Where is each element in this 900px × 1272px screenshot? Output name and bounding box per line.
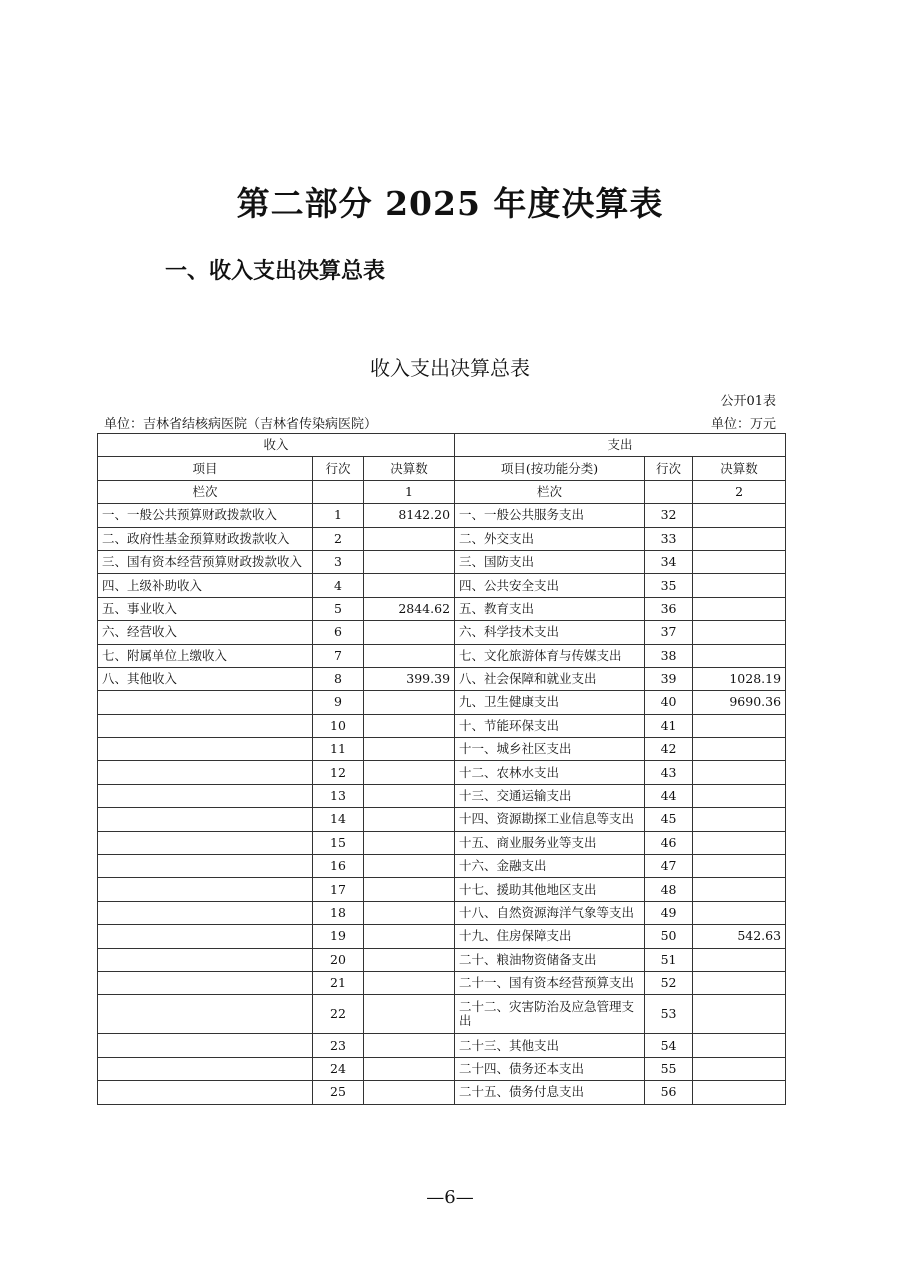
table-row bbox=[98, 1081, 786, 1104]
expense-amount-cell bbox=[693, 504, 786, 527]
expense-rowno-cell: 49 bbox=[645, 901, 693, 924]
income-rowno-cell: 16 bbox=[313, 855, 364, 878]
expense-item-cell: 十六、金融支出 bbox=[455, 855, 645, 878]
income-amount-cell bbox=[364, 1081, 455, 1104]
expense-rowno-cell: 35 bbox=[645, 574, 693, 597]
expense-item-cell: 六、科学技术支出 bbox=[455, 621, 645, 644]
expense-rowno-cell: 52 bbox=[645, 971, 693, 994]
expense-item-cell: 二十、粮油物资储备支出 bbox=[455, 948, 645, 971]
expense-item-cell: 十四、资源勘探工业信息等支出 bbox=[455, 808, 645, 831]
expense-rowno-cell: 48 bbox=[645, 878, 693, 901]
expense-rowno-cell: 47 bbox=[645, 855, 693, 878]
income-amount-cell bbox=[364, 644, 455, 667]
empty-cell bbox=[313, 480, 364, 503]
expense-amount-cell: 542.63 bbox=[693, 925, 786, 948]
expense-item-cell: 二十五、债务付息支出 bbox=[455, 1081, 645, 1104]
expense-amount-cell bbox=[693, 948, 786, 971]
income-rowno-cell: 19 bbox=[313, 925, 364, 948]
income-rowno-cell: 7 bbox=[313, 644, 364, 667]
expense-rowno-cell: 37 bbox=[645, 621, 693, 644]
table-row bbox=[98, 995, 786, 1034]
expense-amount-cell bbox=[693, 1081, 786, 1104]
expense-amount-cell bbox=[693, 1034, 786, 1057]
expense-item-cell: 七、文化旅游体育与传媒支出 bbox=[455, 644, 645, 667]
income-item-cell bbox=[98, 971, 313, 994]
income-rowno-cell: 3 bbox=[313, 550, 364, 573]
income-rowno-cell: 2 bbox=[313, 527, 364, 550]
expense-item-cell: 十五、商业服务业等支出 bbox=[455, 831, 645, 854]
table-row bbox=[98, 855, 786, 878]
table-row bbox=[98, 738, 786, 761]
income-amount-cell bbox=[364, 550, 455, 573]
table-header-row bbox=[98, 434, 786, 457]
column-header-row bbox=[98, 457, 786, 480]
income-item-cell bbox=[98, 738, 313, 761]
expense-item-cell: 二十三、其他支出 bbox=[455, 1034, 645, 1057]
expense-amount-cell bbox=[693, 714, 786, 737]
income-rowno-cell: 5 bbox=[313, 597, 364, 620]
income-rowno-header: 行次 bbox=[313, 457, 364, 480]
expense-rowno-cell: 34 bbox=[645, 550, 693, 573]
expense-amount-cell bbox=[693, 550, 786, 573]
income-rowno-cell: 21 bbox=[313, 971, 364, 994]
income-item-cell bbox=[98, 948, 313, 971]
income-rowno-cell: 25 bbox=[313, 1081, 364, 1104]
expense-item-cell: 三、国防支出 bbox=[455, 550, 645, 573]
table-row bbox=[98, 948, 786, 971]
income-item-cell bbox=[98, 901, 313, 924]
table-title: 收入支出决算总表 bbox=[370, 356, 530, 380]
income-amount-cell bbox=[364, 925, 455, 948]
income-rowno-cell: 6 bbox=[313, 621, 364, 644]
expense-rowno-cell: 41 bbox=[645, 714, 693, 737]
table-row bbox=[98, 808, 786, 831]
expense-amount-cell bbox=[693, 527, 786, 550]
table-row bbox=[98, 644, 786, 667]
income-item-cell bbox=[98, 995, 313, 1034]
income-amount-cell bbox=[364, 621, 455, 644]
income-amount-cell bbox=[364, 714, 455, 737]
expense-item-header: 项目(按功能分类) bbox=[455, 457, 645, 480]
income-item-cell bbox=[98, 714, 313, 737]
expense-item-cell: 十、节能环保支出 bbox=[455, 714, 645, 737]
income-amount-cell bbox=[364, 855, 455, 878]
income-amount-cell bbox=[364, 691, 455, 714]
expense-amount-cell bbox=[693, 901, 786, 924]
expense-amount-cell bbox=[693, 878, 786, 901]
income-item-cell bbox=[98, 1057, 313, 1080]
expense-item-cell: 八、社会保障和就业支出 bbox=[455, 667, 645, 690]
expense-item-cell: 十九、住房保障支出 bbox=[455, 925, 645, 948]
expense-rowno-cell: 45 bbox=[645, 808, 693, 831]
income-amount-cell bbox=[364, 1034, 455, 1057]
expense-item-cell: 十七、援助其他地区支出 bbox=[455, 878, 645, 901]
expense-item-cell: 十八、自然资源海洋气象等支出 bbox=[455, 901, 645, 924]
income-item-cell bbox=[98, 691, 313, 714]
income-item-cell: 五、事业收入 bbox=[98, 597, 313, 620]
expense-rowno-cell: 51 bbox=[645, 948, 693, 971]
expense-header: 支出 bbox=[455, 434, 786, 457]
table-row bbox=[98, 901, 786, 924]
table-row bbox=[98, 504, 786, 527]
income-amount-cell: 399.39 bbox=[364, 667, 455, 690]
expense-amount-cell: 9690.36 bbox=[693, 691, 786, 714]
income-amount-cell bbox=[364, 527, 455, 550]
income-item-cell: 三、国有资本经营预算财政拨款收入 bbox=[98, 550, 313, 573]
table-row bbox=[98, 878, 786, 901]
expense-rowno-cell: 40 bbox=[645, 691, 693, 714]
form-number: 公开01表 bbox=[720, 394, 776, 409]
expense-amount-cell bbox=[693, 995, 786, 1034]
table-row bbox=[98, 714, 786, 737]
table-row bbox=[98, 691, 786, 714]
income-amount-cell bbox=[364, 948, 455, 971]
expense-item-cell: 四、公共安全支出 bbox=[455, 574, 645, 597]
income-rowno-cell: 17 bbox=[313, 878, 364, 901]
table-row bbox=[98, 761, 786, 784]
column-index-row bbox=[98, 480, 786, 503]
expense-rowno-cell: 36 bbox=[645, 597, 693, 620]
income-header: 收入 bbox=[98, 434, 455, 457]
expense-rowno-cell: 39 bbox=[645, 667, 693, 690]
expense-item-cell: 一、一般公共服务支出 bbox=[455, 504, 645, 527]
part-title: 第二部分 2025 年度决算表 bbox=[236, 184, 664, 223]
expense-amount-cell bbox=[693, 597, 786, 620]
income-rowno-cell: 24 bbox=[313, 1057, 364, 1080]
table-row bbox=[98, 527, 786, 550]
expense-item-cell: 二十二、灾害防治及应急管理支出 bbox=[455, 995, 645, 1034]
income-item-cell bbox=[98, 808, 313, 831]
table-row bbox=[98, 925, 786, 948]
income-amount-header: 决算数 bbox=[364, 457, 455, 480]
income-rowno-cell: 14 bbox=[313, 808, 364, 831]
income-item-cell bbox=[98, 784, 313, 807]
table-row bbox=[98, 597, 786, 620]
column-index-1: 1 bbox=[364, 480, 455, 503]
expense-item-cell: 十二、农林水支出 bbox=[455, 761, 645, 784]
income-amount-cell bbox=[364, 995, 455, 1034]
table-row bbox=[98, 667, 786, 690]
expense-rowno-cell: 56 bbox=[645, 1081, 693, 1104]
expense-item-cell: 二、外交支出 bbox=[455, 527, 645, 550]
expense-item-cell: 二十一、国有资本经营预算支出 bbox=[455, 971, 645, 994]
income-item-cell bbox=[98, 878, 313, 901]
table-row bbox=[98, 971, 786, 994]
expense-amount-cell bbox=[693, 971, 786, 994]
expense-rowno-cell: 55 bbox=[645, 1057, 693, 1080]
income-item-cell bbox=[98, 855, 313, 878]
income-rowno-cell: 12 bbox=[313, 761, 364, 784]
income-rowno-cell: 15 bbox=[313, 831, 364, 854]
expense-item-cell: 九、卫生健康支出 bbox=[455, 691, 645, 714]
expense-amount-cell bbox=[693, 808, 786, 831]
table-row bbox=[98, 831, 786, 854]
income-item-cell bbox=[98, 925, 313, 948]
expense-amount-cell bbox=[693, 1057, 786, 1080]
expense-rowno-cell: 54 bbox=[645, 1034, 693, 1057]
income-amount-cell bbox=[364, 878, 455, 901]
expense-amount-cell bbox=[693, 855, 786, 878]
expense-item-cell: 十三、交通运输支出 bbox=[455, 784, 645, 807]
expense-amount-cell bbox=[693, 761, 786, 784]
table-row bbox=[98, 784, 786, 807]
income-item-header: 项目 bbox=[98, 457, 313, 480]
expense-amount-cell: 1028.19 bbox=[693, 667, 786, 690]
table-row bbox=[98, 621, 786, 644]
expense-rowno-cell: 44 bbox=[645, 784, 693, 807]
income-rowno-cell: 22 bbox=[313, 995, 364, 1034]
income-item-cell: 六、经营收入 bbox=[98, 621, 313, 644]
empty-cell bbox=[645, 480, 693, 503]
expense-rowno-cell: 43 bbox=[645, 761, 693, 784]
expense-amount-cell bbox=[693, 738, 786, 761]
column-index-label: 栏次 bbox=[455, 480, 645, 503]
income-amount-cell bbox=[364, 1057, 455, 1080]
table-row bbox=[98, 550, 786, 573]
expense-rowno-cell: 33 bbox=[645, 527, 693, 550]
expense-rowno-cell: 50 bbox=[645, 925, 693, 948]
income-amount-cell bbox=[364, 784, 455, 807]
expense-amount-cell bbox=[693, 784, 786, 807]
page-number: —6— bbox=[426, 1187, 474, 1208]
expense-amount-cell bbox=[693, 644, 786, 667]
budget-table bbox=[97, 433, 786, 1105]
income-amount-cell: 2844.62 bbox=[364, 597, 455, 620]
income-rowno-cell: 8 bbox=[313, 667, 364, 690]
section-title: 一、收入支出决算总表 bbox=[165, 259, 386, 284]
income-item-cell bbox=[98, 761, 313, 784]
income-amount-cell bbox=[364, 574, 455, 597]
income-amount-cell bbox=[364, 808, 455, 831]
income-rowno-cell: 10 bbox=[313, 714, 364, 737]
income-amount-cell bbox=[364, 831, 455, 854]
expense-item-cell: 二十四、债务还本支出 bbox=[455, 1057, 645, 1080]
unit-currency: 单位：万元 bbox=[710, 417, 776, 432]
income-rowno-cell: 11 bbox=[313, 738, 364, 761]
income-item-cell: 四、上级补助收入 bbox=[98, 574, 313, 597]
expense-rowno-header: 行次 bbox=[645, 457, 693, 480]
expense-amount-cell bbox=[693, 574, 786, 597]
income-rowno-cell: 9 bbox=[313, 691, 364, 714]
income-rowno-cell: 23 bbox=[313, 1034, 364, 1057]
table-row bbox=[98, 1057, 786, 1080]
income-item-cell: 八、其他收入 bbox=[98, 667, 313, 690]
income-amount-cell bbox=[364, 901, 455, 924]
income-amount-cell: 8142.20 bbox=[364, 504, 455, 527]
column-index-label: 栏次 bbox=[98, 480, 313, 503]
income-amount-cell bbox=[364, 971, 455, 994]
expense-rowno-cell: 53 bbox=[645, 995, 693, 1034]
expense-amount-header: 决算数 bbox=[693, 457, 786, 480]
income-amount-cell bbox=[364, 738, 455, 761]
table-row bbox=[98, 1034, 786, 1057]
table-row bbox=[98, 574, 786, 597]
income-item-cell bbox=[98, 1034, 313, 1057]
income-item-cell: 七、附属单位上缴收入 bbox=[98, 644, 313, 667]
income-rowno-cell: 18 bbox=[313, 901, 364, 924]
income-rowno-cell: 20 bbox=[313, 948, 364, 971]
expense-item-cell: 五、教育支出 bbox=[455, 597, 645, 620]
income-rowno-cell: 4 bbox=[313, 574, 364, 597]
expense-rowno-cell: 32 bbox=[645, 504, 693, 527]
expense-item-cell: 十一、城乡社区支出 bbox=[455, 738, 645, 761]
expense-amount-cell bbox=[693, 831, 786, 854]
income-item-cell: 二、政府性基金预算财政拨款收入 bbox=[98, 527, 313, 550]
column-index-2: 2 bbox=[693, 480, 786, 503]
income-item-cell bbox=[98, 831, 313, 854]
income-item-cell: 一、一般公共预算财政拨款收入 bbox=[98, 504, 313, 527]
income-rowno-cell: 13 bbox=[313, 784, 364, 807]
expense-rowno-cell: 38 bbox=[645, 644, 693, 667]
income-amount-cell bbox=[364, 761, 455, 784]
expense-rowno-cell: 46 bbox=[645, 831, 693, 854]
expense-amount-cell bbox=[693, 621, 786, 644]
income-rowno-cell: 1 bbox=[313, 504, 364, 527]
expense-rowno-cell: 42 bbox=[645, 738, 693, 761]
income-item-cell bbox=[98, 1081, 313, 1104]
unit-organization: 单位：吉林省结核病医院（吉林省传染病医院） bbox=[104, 417, 378, 432]
